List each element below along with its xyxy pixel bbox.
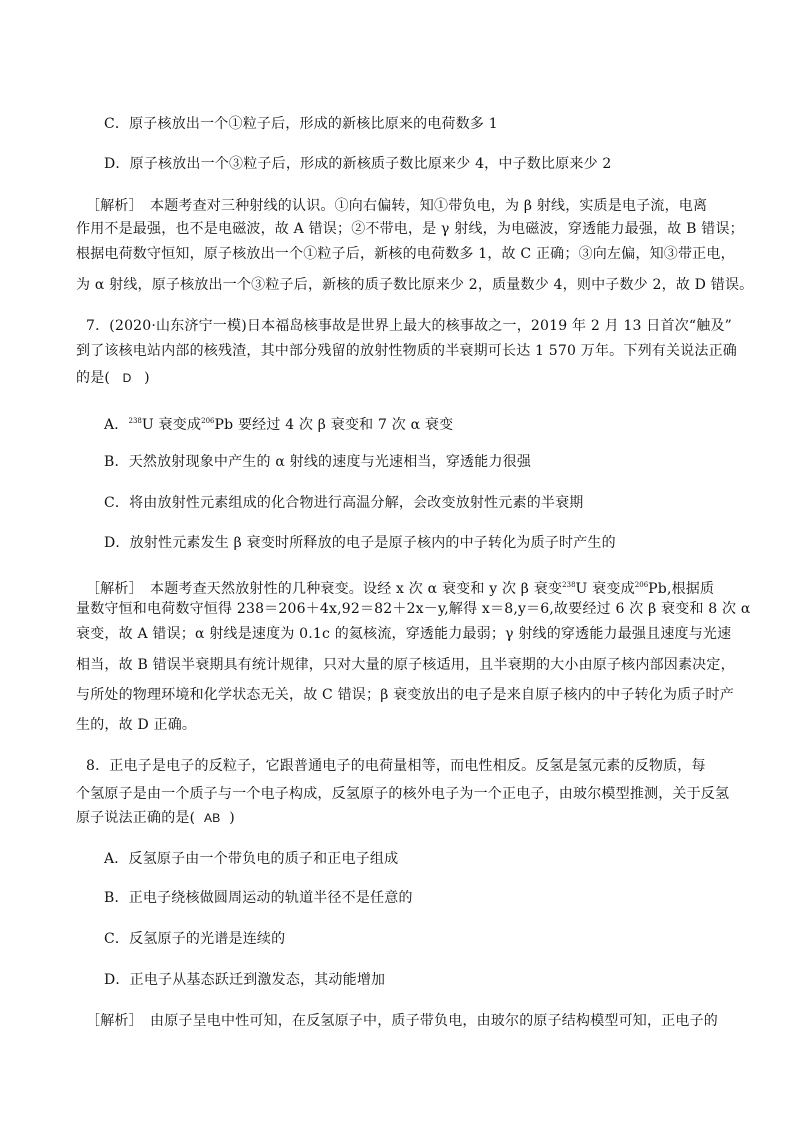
q8-stem-text: 原子说法正确的是( <box>76 810 196 826</box>
q7-stem-line: 7．(2020·山东济宁一模)日本福岛核事故是世界上最大的核事故之一，2019 年 2 月 13 日首次“触及” <box>86 318 733 334</box>
mass-number: 238 <box>128 417 142 425</box>
q7-option-d: D．放射性元素发生 β 衰变时所释放的电子是原子核内的中子转化为质子时产生的 <box>104 535 616 551</box>
option-letter: A． <box>104 417 129 433</box>
q8-option-a: A．反氢原子由一个带负电的质子和正电子组成 <box>104 851 399 867</box>
q8-stem-line: 个氢原子是由一个质子与一个电子构成，反氢原子的核外电子为一个正电子，由玻尔模型推测，关于反氢 <box>76 786 730 802</box>
q6-option-c: C．原子核放出一个①粒子后，形成的新核比原来的电荷数多 1 <box>104 116 498 132</box>
q7-analysis-line: 量数守恒和电荷数守恒得 238＝206＋4x,92＝82＋2x－y,解得 x＝8,y＝6,故要经过 6 次 β 衰变和 8 次 α <box>76 601 751 617</box>
q8-answer: AB <box>204 811 221 825</box>
q6-analysis-line: 为 α 射线，原子核放出一个③粒子后，新核的质子数比原来少 2，质量数少 4，则中子数少 2，故 D 错误。 <box>76 277 754 293</box>
q7-option-c: C．将由放射性元素组成的化合物进行高温分解，会改变放射性元素的半衰期 <box>104 495 584 511</box>
q6-analysis-line: ［解析］ 本题考查对三种射线的认识。①向右偏转，知①带负电，为 β 射线，实质是电子流，电离 <box>86 198 708 214</box>
analysis-text: ［解析］ 本题考查天然放射性的几种衰变。设经 x 次 α 衰变和 y 次 β 衰变 <box>86 581 563 597</box>
q7-analysis-line: 生的，故 D 正确。 <box>76 717 197 733</box>
q8-option-c: C．反氢原子的光谱是连续的 <box>104 931 286 947</box>
analysis-text: Pb,根据质 <box>648 581 715 597</box>
q7-option-a <box>104 411 453 435</box>
mass-number: 238 <box>562 581 576 589</box>
mass-number: 206 <box>201 417 215 425</box>
q7-analysis-line: 与所处的物理环境和化学状态无关，故 C 错误；β 衰变放出的电子是来自原子核内的中子转化为质子时产 <box>76 687 734 703</box>
mass-number: 206 <box>634 581 649 589</box>
q7-stem-last <box>76 368 150 388</box>
q6-analysis-line: 根据电荷数守恒知，原子核放出一个①粒子后，新核的电荷数多 1，故 C 正确；③向左偏，知③带正电， <box>76 246 735 262</box>
paren-close: ) <box>144 370 150 386</box>
q6-analysis-line: 作用不是最强，也不是电磁波，故 A 错误；②不带电，是 γ 射线，为电磁波，穿透能力最强，故 B 错误； <box>76 221 744 237</box>
q7-analysis-line: 衰变，故 A 错误；α 射线是速度为 0.1c 的氦核流，穿透能力最弱；γ 射线的穿透能力最强且速度与光速 <box>76 626 732 642</box>
paren-close: ) <box>229 810 235 826</box>
q7-analysis-first-line <box>86 575 714 599</box>
q7-option-b: B．天然放射现象中产生的 α 射线的速度与光速相当，穿透能力很强 <box>104 454 532 470</box>
q8-stem-line: 8．正电子是电子的反粒子，它跟普通电子的电荷量相等，而电性相反。反氢是氢元素的反物质，每 <box>86 758 706 774</box>
q7-answer: D <box>122 371 132 385</box>
q7-stem-line: 到了该核电站内部的核残渣，其中部分残留的放射性物质的半衰期可长达 1 570 万年。下列有关说法正确 <box>76 343 737 359</box>
q6-option-d: D．原子核放出一个③粒子后，形成的新核质子数比原来少 4，中子数比原来少 2 <box>104 156 612 172</box>
q8-analysis-line: ［解析］ 由原子呈电中性可知，在反氢原子中，质子带负电，由玻尔的原子结构模型可知，正电子的 <box>86 1013 718 1029</box>
q8-option-b: B．正电子绕核做圆周运动的轨道半径不是任意的 <box>104 890 413 906</box>
q8-option-d: D．正电子从基态跃迁到激发态，其动能增加 <box>104 972 386 988</box>
q7-stem-text: 的是( <box>76 370 111 386</box>
analysis-text: U 衰变成 <box>575 581 635 597</box>
option-text: Pb 要经过 4 次 β 衰变和 7 次 α 衰变 <box>214 417 454 433</box>
q8-stem-last <box>76 808 235 828</box>
q7-analysis-line: 相当，故 B 错误半衰期具有统计规律，只对大量的原子核适用，且半衰期的大小由原子核内部因素决定， <box>76 657 735 673</box>
option-text: U 衰变成 <box>141 417 202 433</box>
